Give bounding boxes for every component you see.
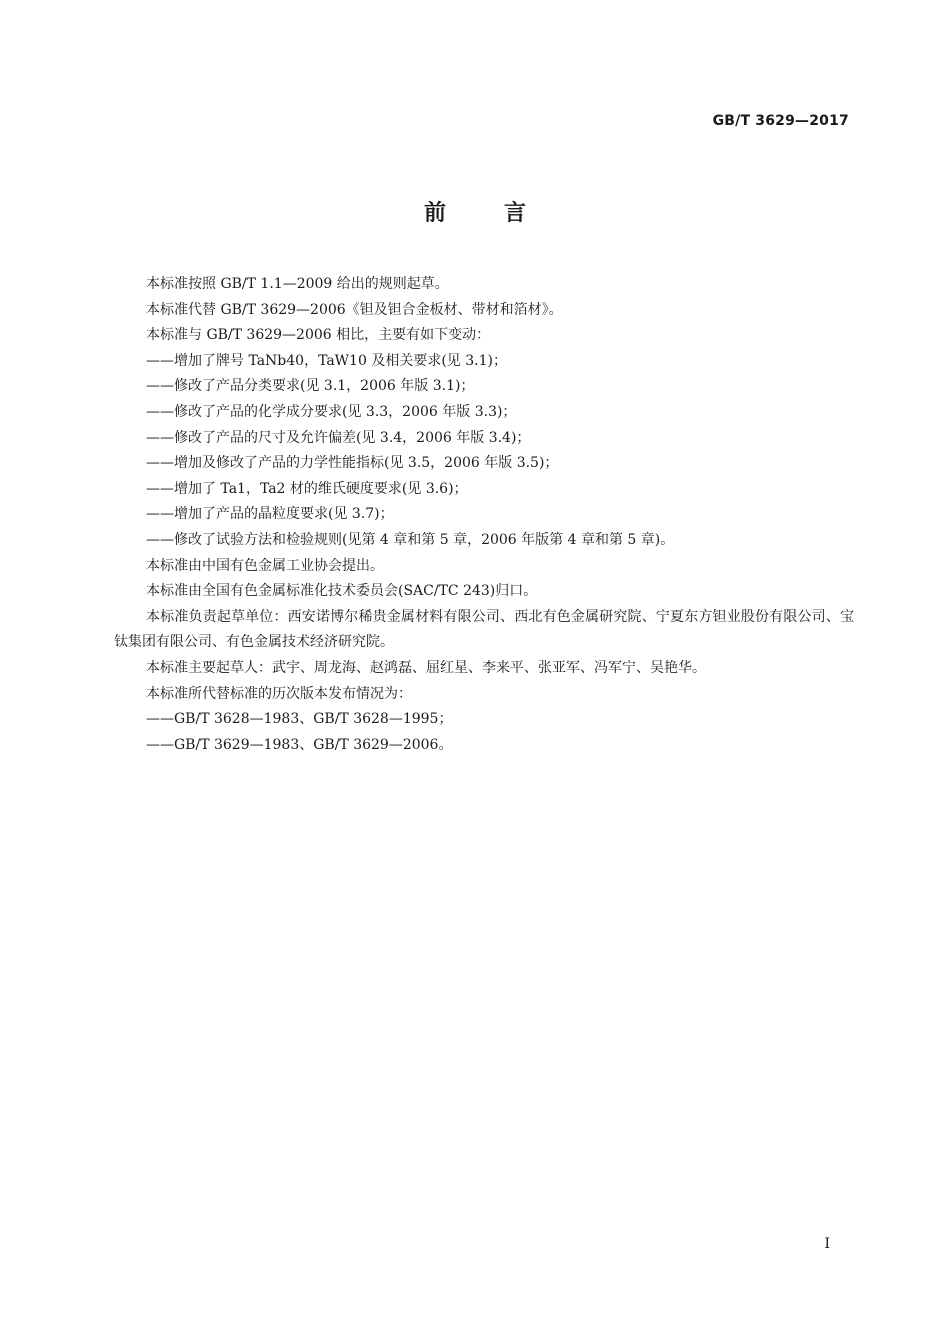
- list-item-change: ——增加了 Ta1，Ta2 材的维氏硬度要求(见 3.6)；: [146, 480, 468, 497]
- paragraph-changes-intro: 本标准与 GB/T 3629—2006 相比，主要有如下变动：: [146, 327, 491, 344]
- list-item-change: ——修改了产品的化学成分要求(见 3.3，2006 年版 3.3)；: [146, 403, 517, 420]
- list-item-change: ——修改了试验方法和检验规则(见第 4 章和第 5 章，2006 年版第 4 章和第 5 章)。: [146, 531, 675, 548]
- standard-number: GB/T 3629—2017: [712, 113, 849, 129]
- page-number: I: [824, 1236, 830, 1252]
- paragraph-under-jurisdiction: 本标准由全国有色金属标准化技术委员会(SAC/TC 243)归口。: [146, 583, 538, 600]
- list-item-change: ——增加及修改了产品的力学性能指标(见 3.5，2006 年版 3.5)；: [146, 455, 559, 472]
- page-title: 前言: [423, 201, 584, 226]
- list-item-change: ——增加了牌号 TaNb40，TaW10 及相关要求(见 3.1)；: [146, 352, 507, 369]
- paragraph-drafters: 本标准主要起草人：武宇、周龙海、赵鸿磊、屈红星、李来平、张亚军、冯军宁、吴艳华。: [146, 659, 706, 676]
- list-item-change: ——修改了产品的尺寸及允许偏差(见 3.4，2006 年版 3.4)；: [146, 429, 531, 446]
- paragraph-proposed-by: 本标准由中国有色金属工业协会提出。: [146, 557, 384, 574]
- list-item-change: ——增加了产品的晶粒度要求(见 3.7)；: [146, 506, 394, 523]
- list-item-edition: ——GB/T 3629—1983、GB/T 3629—2006。: [146, 736, 453, 753]
- list-item-edition: ——GB/T 3628—1983、GB/T 3628—1995；: [146, 711, 453, 728]
- foreword-body: [114, 272, 854, 758]
- list-item-change: ——修改了产品分类要求(见 3.1，2006 年版 3.1)；: [146, 378, 475, 395]
- paragraph-previous-editions: 本标准所代替标准的历次版本发布情况为：: [146, 685, 412, 702]
- paragraph-replaces: 本标准代替 GB/T 3629—2006《钽及钽合金板材、带材和箔材》。: [146, 301, 563, 318]
- paragraph-drafting-units: 本标准负责起草单位：西安诺博尔稀贵金属材料有限公司、西北有色金属研究院、宁夏东方钽业股份有限公司、宝钛集团有限公司、有色金属技术经济研究院。: [114, 608, 854, 651]
- paragraph-drafting-rules: 本标准按照 GB/T 1.1—2009 给出的规则起草。: [146, 276, 449, 292]
